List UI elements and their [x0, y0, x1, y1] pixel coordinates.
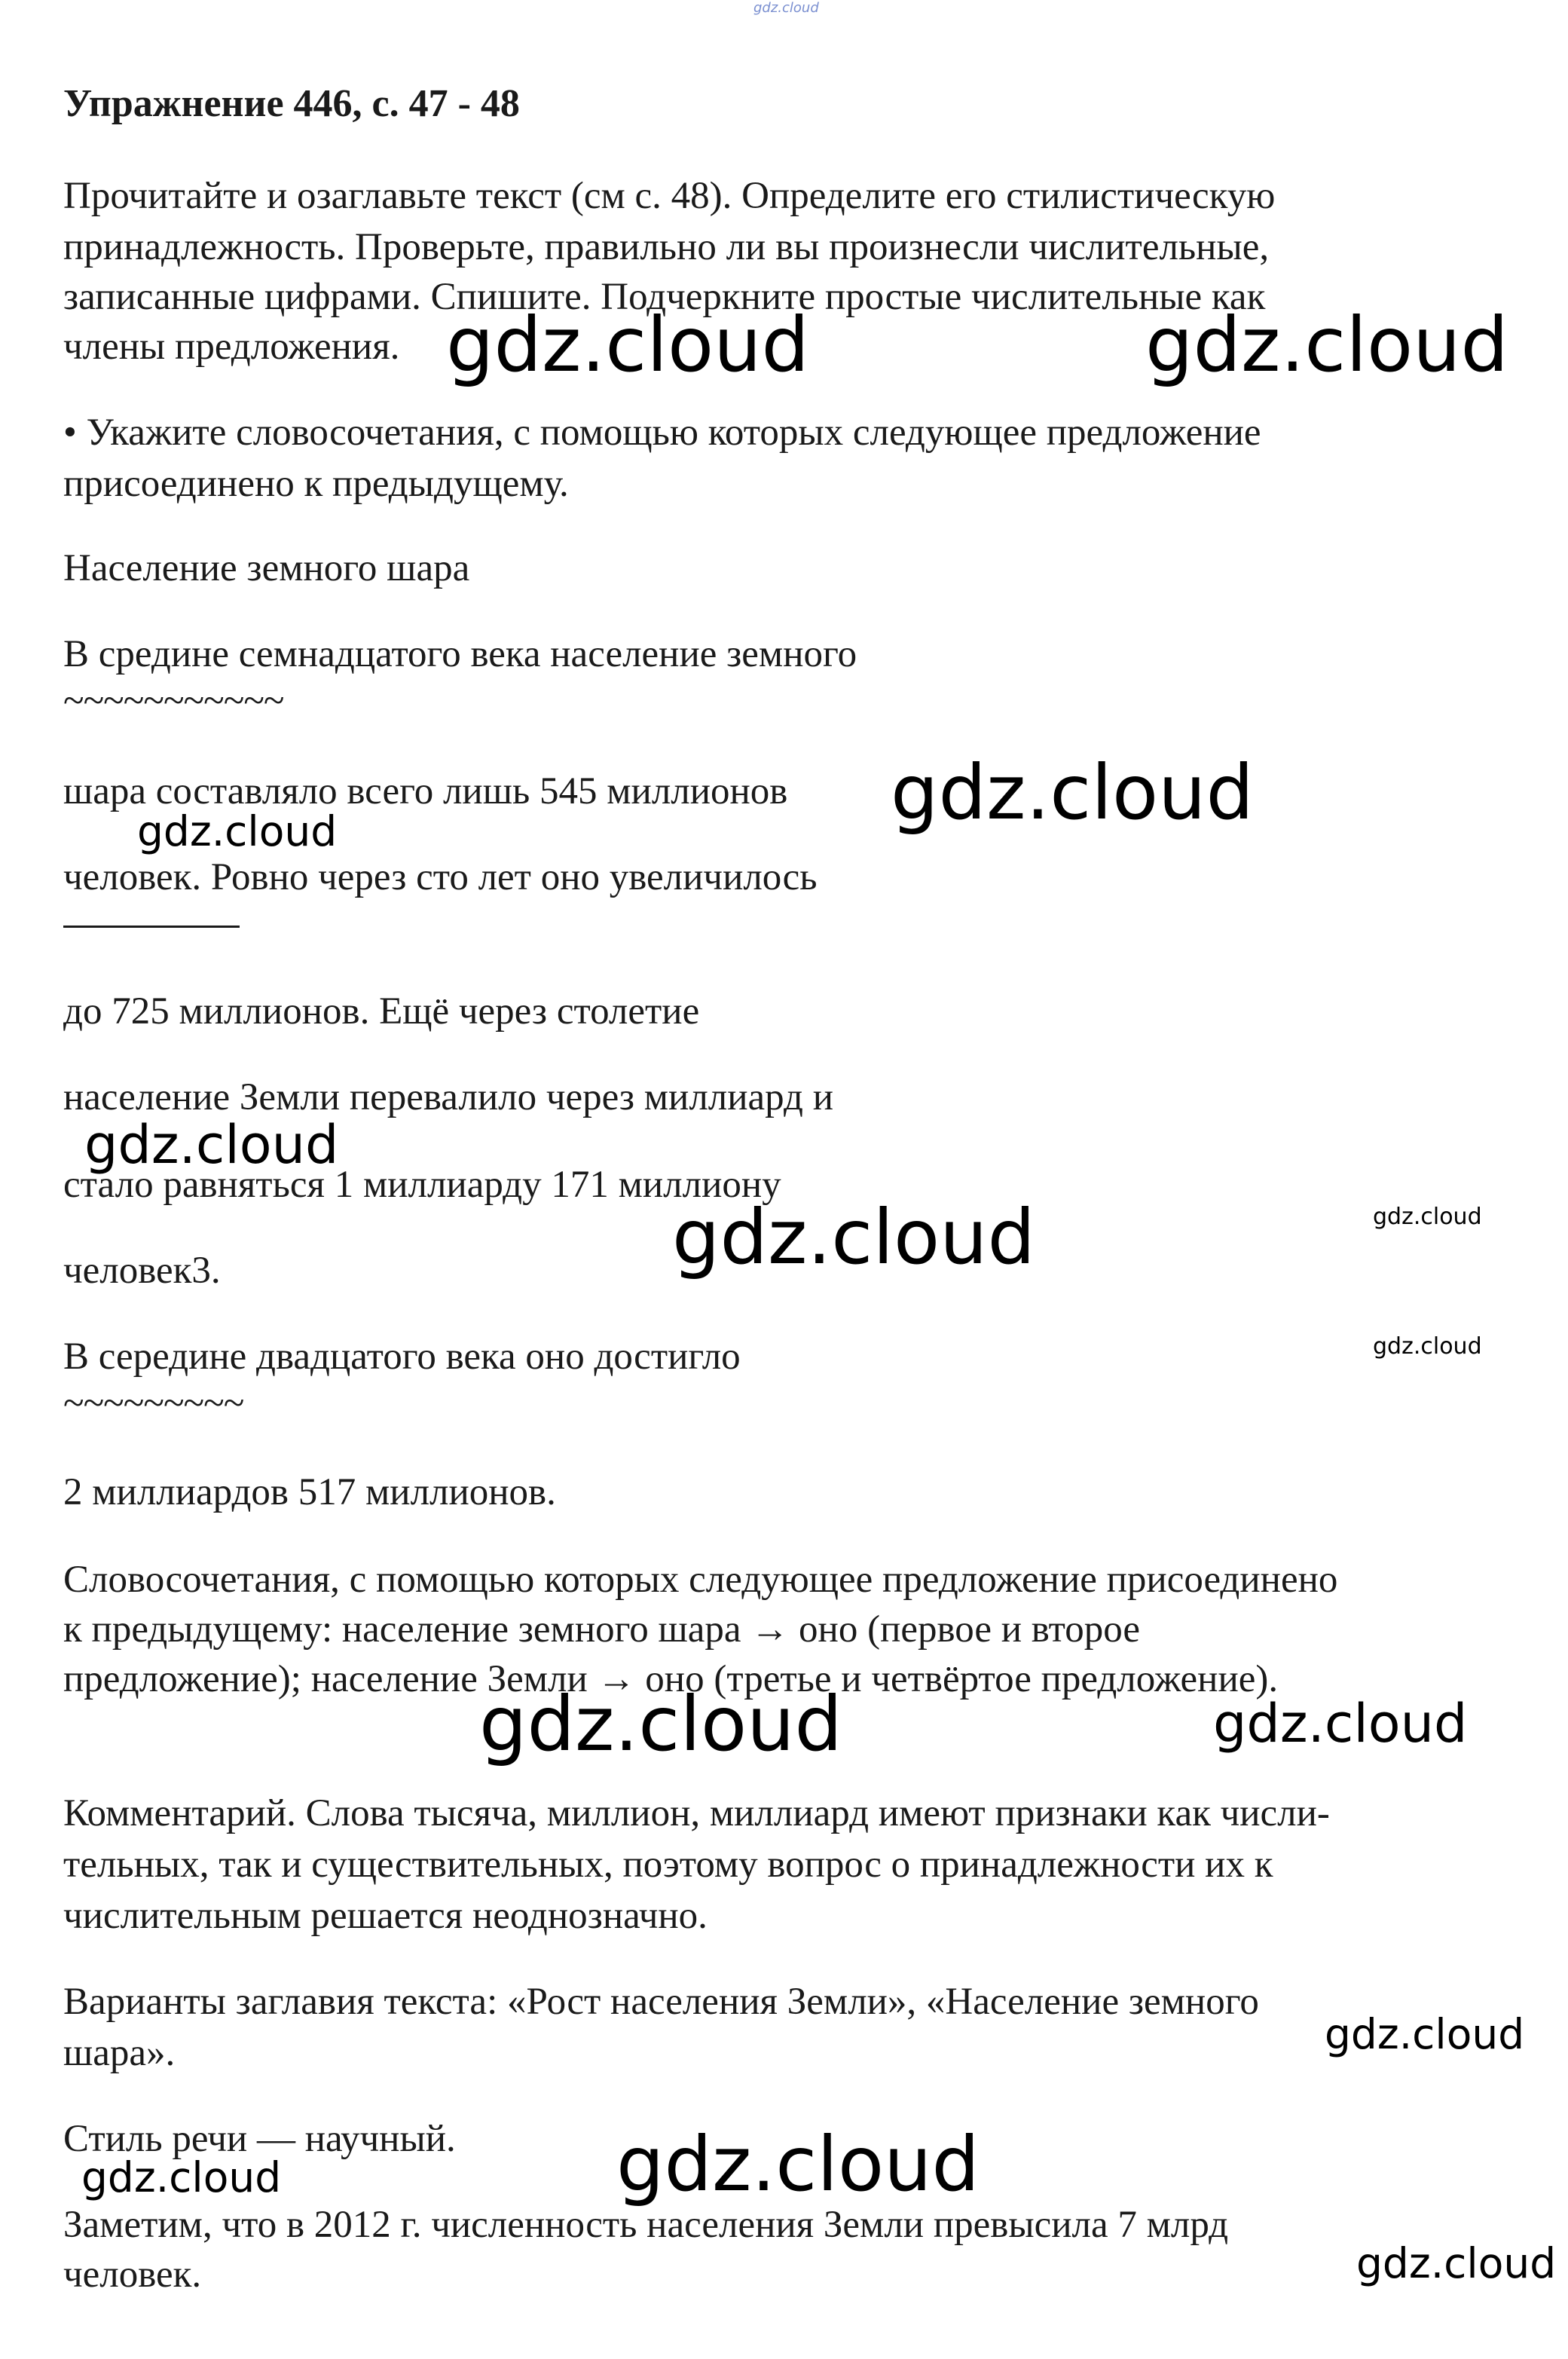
watermark: gdz.cloud [446, 301, 810, 389]
watermark: gdz.cloud [1325, 2010, 1525, 2058]
watermark: gdz.cloud [891, 748, 1255, 837]
watermark: gdz.cloud [1373, 1333, 1482, 1360]
watermark: gdz.cloud [616, 2120, 980, 2208]
watermark: gdz.cloud [479, 1680, 843, 1768]
watermark: gdz.cloud [84, 1114, 339, 1176]
solid-underline [63, 926, 240, 928]
text-line-9: 2 миллиардов 517 миллионов. [63, 1471, 556, 1513]
text-line-3: человек. Ровно через сто лет оно увеличилось [63, 856, 818, 898]
task-bullet-line-1: • Укажите словосочетания, с помощью которых следующее предложение [63, 412, 1261, 454]
text-line-5: население Земли перевалило через миллиард и [63, 1076, 833, 1118]
note-line-1: Заметим, что в 2012 г. численность населения Земли превысила 7 млрд [63, 2204, 1229, 2246]
wavy-underline-2: ~~~~~~~~~ [63, 1382, 244, 1424]
titles-line-2: шара». [63, 2032, 176, 2074]
text-line-8: В середине двадцатого века оно достигло [63, 1336, 741, 1378]
exercise-title: Упражнение 446, с. 47 - 48 [63, 82, 520, 125]
style-line: Стиль речи — научный. [63, 2118, 456, 2160]
answer-phrases-line-3: предложение); население Земли → оно (третье и четвёртое предложение). [63, 1658, 1279, 1700]
task-line-2: принадлежность. Проверьте, правильно ли вы произнесли числительные, [63, 226, 1270, 268]
watermark: gdz.cloud [137, 807, 338, 855]
text-title: Население земного шара [63, 547, 470, 589]
note-line-2: человек. [63, 2253, 202, 2296]
watermark: gdz.cloud [1145, 301, 1509, 389]
watermark-top: gdz.cloud [753, 0, 819, 16]
comment-line-2: тельных, так и существительных, поэтому вопрос о принадлежности их к [63, 1843, 1273, 1886]
text-line-7: человек3. [63, 1250, 221, 1292]
wavy-underline-1: ~~~~~~~~~~~ [63, 680, 284, 722]
comment-line-1: Комментарий. Слова тысяча, миллион, миллиард имеют признаки как числи- [63, 1792, 1330, 1834]
task-line-1: Прочитайте и озаглавьте текст (см с. 48). Определите его стилистическую [63, 175, 1276, 217]
watermark: gdz.cloud [1373, 1204, 1482, 1230]
watermark: gdz.cloud [1356, 2239, 1557, 2287]
answer-phrases-line-1: Словосочетания, с помощью которых следующее предложение присоединено [63, 1559, 1338, 1601]
text-line-2: шара составляло всего лишь 545 миллионов [63, 770, 788, 812]
task-line-3: записанные цифрами. Спишите. Подчеркните простые числительные как [63, 276, 1266, 318]
text-line-6: стало равняться 1 миллиарду 171 миллиону [63, 1164, 781, 1206]
watermark: gdz.cloud [672, 1193, 1036, 1281]
titles-line-1: Варианты заглавия текста: «Рост населения Земли», «Население земного [63, 1981, 1259, 2023]
watermark: gdz.cloud [81, 2153, 282, 2201]
task-line-4: члены предложения. [63, 326, 400, 368]
answer-phrases-line-2: к предыдущему: население земного шара → оно (первое и второе [63, 1608, 1140, 1651]
text-line-4: до 725 миллионов. Ещё через столетие [63, 990, 700, 1033]
text-line-1: В средине семнадцатого века население земного [63, 633, 857, 675]
task-bullet-line-2: присоединено к предыдущему. [63, 463, 569, 505]
watermark: gdz.cloud [1213, 1693, 1468, 1755]
comment-line-3: числительным решается неоднозначно. [63, 1895, 708, 1937]
